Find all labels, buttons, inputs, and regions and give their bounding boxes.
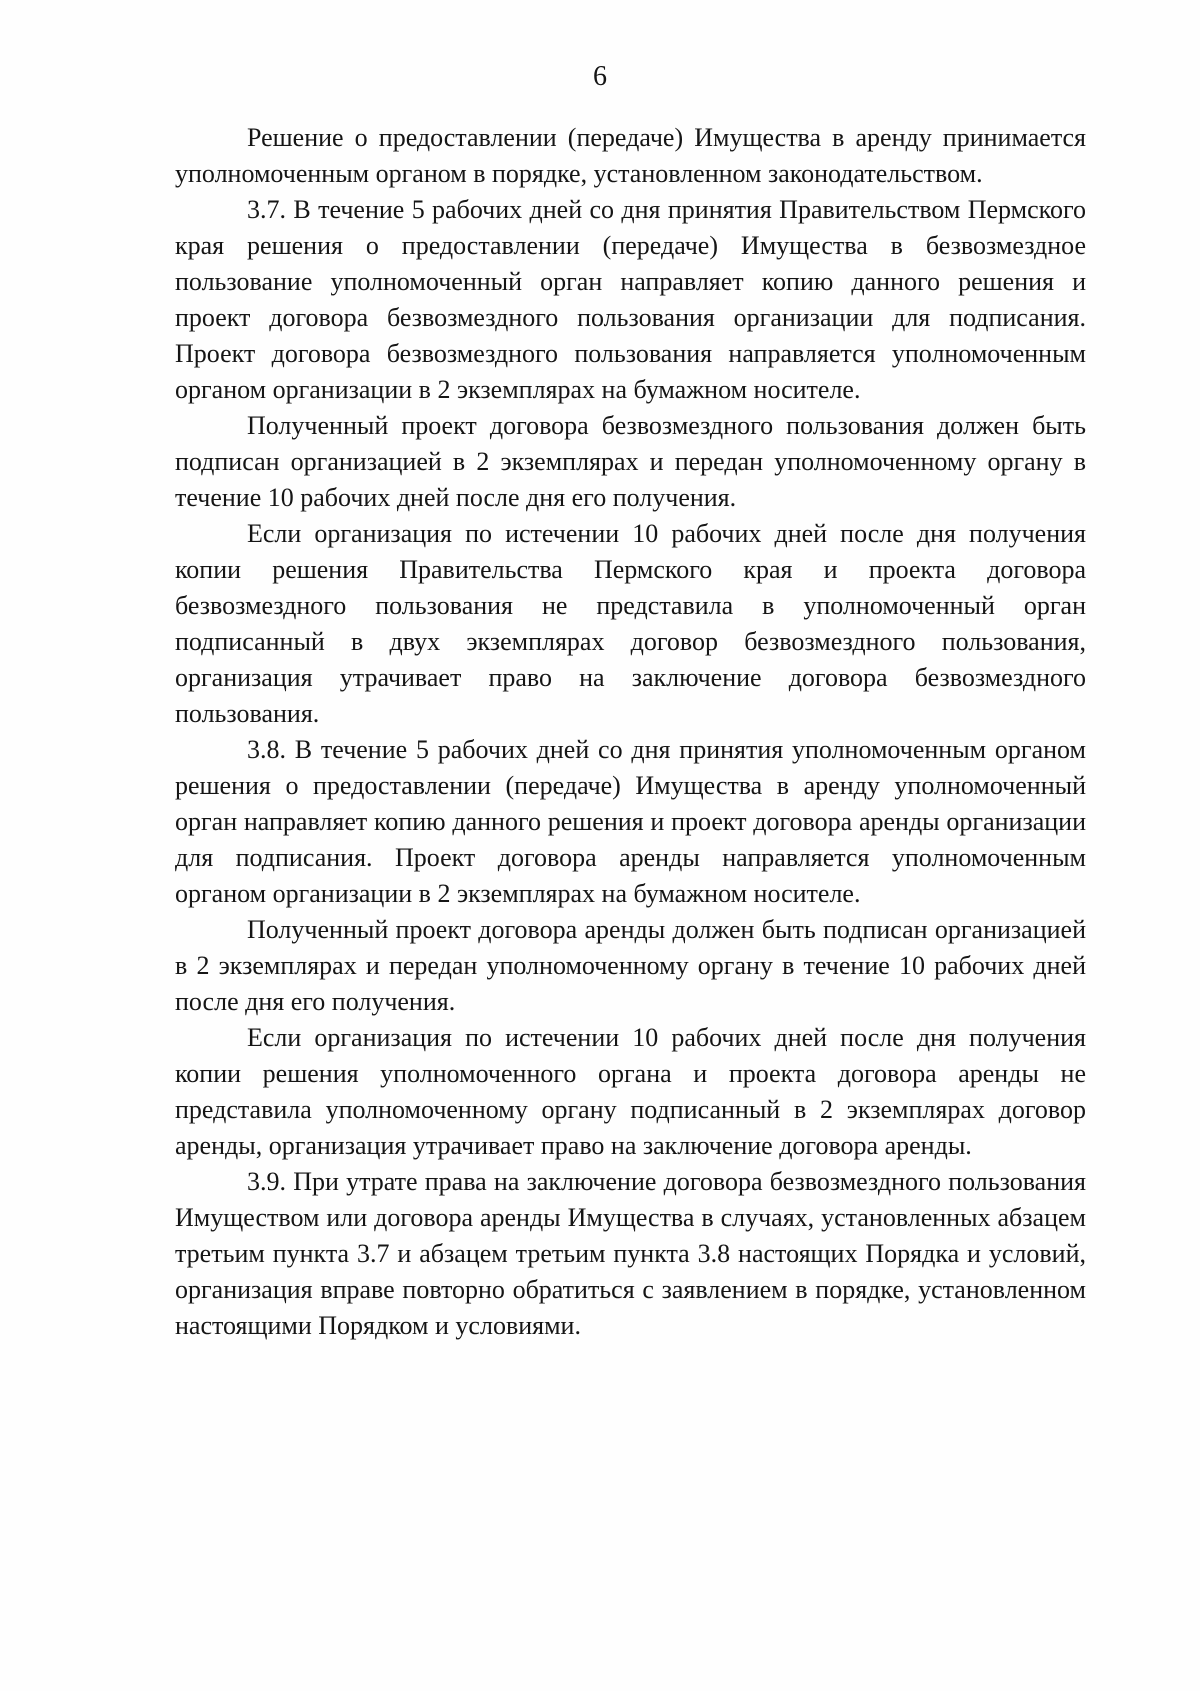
paragraph-3-8-signing: Полученный проект договора аренды должен быть подписан организацией в 2 экземплярах и передан уполномоченному органу в течение 10 рабочих дней после дня его получения.: [175, 915, 1086, 1016]
document-body: [175, 120, 1086, 1344]
paragraph-3-8-loss-of-right: Если организация по истечении 10 рабочих дней после дня получения копии решения уполномоченного органа и проекта договора аренды не представила уполномоченному органу подписанный в 2 экземплярах договор аренды, организация утрачивает право на заключение договора аренды.: [175, 1023, 1086, 1160]
page-number: 6: [593, 61, 607, 92]
paragraph-3-9: 3.9. При утрате права на заключение договора безвозмездного пользования Имуществом или договора аренды Имущества в случаях, установленных абзацем третьим пункта 3.7 и абзацем третьим пункта 3.8 настоящих Порядка и условий, организация вправе повторно обратиться с заявлением в порядке, установленном настоящими Порядком и условиями.: [175, 1167, 1086, 1340]
paragraph-3-7-signing: Полученный проект договора безвозмездного пользования должен быть подписан организацией в 2 экземплярах и передан уполномоченному органу в течение 10 рабочих дней после дня его получения.: [175, 411, 1086, 512]
paragraph-3-8: 3.8. В течение 5 рабочих дней со дня принятия уполномоченным органом решения о предоставлении (передаче) Имущества в аренду уполномоченный орган направляет копию данного решения и проект договора аренды организации для подписания. Проект договора аренды направляется уполномоченным органом организации в 2 экземплярах на бумажном носителе.: [175, 735, 1086, 908]
paragraph-3-7-loss-of-right: Если организация по истечении 10 рабочих дней после дня получения копии решения Правительства Пермского края и проекта договора безвозмездного пользования не представила в уполномоченный орган подписанный в двух экземплярах договор безвозмездного пользования, организация утрачивает право на заключение договора безвозмездного пользования.: [175, 519, 1086, 728]
paragraph-lease-decision: Решение о предоставлении (передаче) Имущества в аренду принимается уполномоченным органом в порядке, установленном законодательством.: [175, 123, 1086, 188]
paragraph-3-7: 3.7. В течение 5 рабочих дней со дня принятия Правительством Пермского края решения о предоставлении (передаче) Имущества в безвозмездное пользование уполномоченный орган направляет копию данного решения и проект договора безвозмездного пользования организации для подписания. Проект договора безвозмездного пользования направляется уполномоченным органом организации в 2 экземплярах на бумажном носителе.: [175, 195, 1086, 404]
